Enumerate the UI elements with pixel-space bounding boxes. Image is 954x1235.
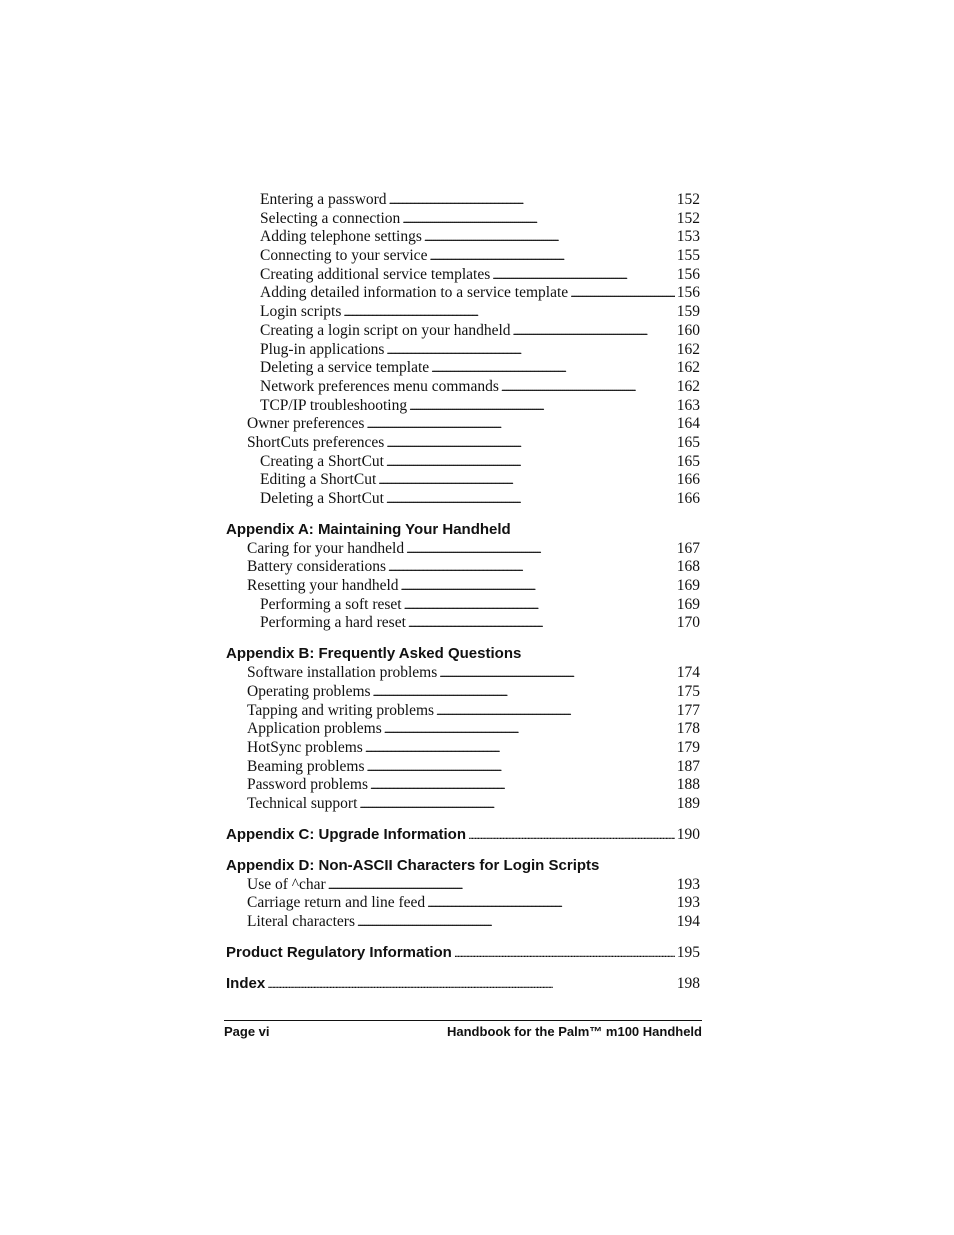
toc-entry-page: 187 bbox=[676, 757, 700, 775]
toc-entry-label: Deleting a ShortCut bbox=[260, 490, 384, 507]
toc-entry-page: 160 bbox=[676, 321, 700, 339]
toc-entry-label: Performing a soft reset bbox=[260, 595, 402, 613]
toc-entry-label: Beaming problems bbox=[247, 757, 365, 775]
toc-entry-label: ShortCuts preferences bbox=[247, 433, 385, 451]
toc-heading-label: Appendix A: Maintaining Your Handheld bbox=[226, 520, 511, 538]
dot-leader bbox=[402, 210, 674, 228]
dot-leader bbox=[408, 614, 675, 632]
dot-leader bbox=[401, 577, 675, 595]
dot-leader bbox=[427, 894, 675, 912]
toc-heading-label: Appendix C: Upgrade Information bbox=[226, 825, 466, 843]
footer-divider bbox=[224, 1020, 702, 1021]
table-of-contents bbox=[226, 191, 700, 994]
dot-leader bbox=[384, 720, 675, 738]
toc-entry[interactable] bbox=[226, 266, 700, 285]
toc-entry-page: 188 bbox=[676, 776, 700, 794]
toc-entry-label: Software installation problems bbox=[247, 664, 438, 682]
toc-entry[interactable] bbox=[226, 558, 700, 577]
toc-entry-label: Creating a login script on your handheld bbox=[260, 321, 511, 339]
dot-leader bbox=[373, 683, 675, 701]
toc-entry-label: Network preferences menu commands bbox=[260, 377, 499, 395]
toc-entry[interactable] bbox=[226, 702, 700, 721]
toc-entry[interactable] bbox=[226, 683, 700, 702]
toc-entry-label: Creating additional service templates bbox=[260, 265, 491, 283]
toc-entry[interactable] bbox=[226, 415, 700, 434]
toc-entry-page: 162 bbox=[676, 359, 700, 377]
toc-entry-page: 159 bbox=[676, 303, 700, 321]
toc-entry-page: 174 bbox=[676, 664, 700, 682]
toc-entry-page: 168 bbox=[676, 558, 700, 576]
dot-leader bbox=[343, 303, 674, 321]
footer-book-title: Handbook for the Palm™ m100 Handheld bbox=[447, 1024, 702, 1039]
toc-entry-page: 153 bbox=[676, 228, 700, 246]
toc-entry-page: 155 bbox=[676, 247, 700, 265]
toc-entry[interactable] bbox=[226, 894, 700, 913]
toc-entry-label: Creating a ShortCut bbox=[260, 452, 384, 470]
toc-entry[interactable] bbox=[226, 596, 700, 615]
toc-entry[interactable] bbox=[226, 471, 700, 490]
dot-leader bbox=[388, 558, 675, 576]
toc-entry[interactable] bbox=[226, 434, 700, 453]
toc-entry-page: 189 bbox=[676, 794, 700, 812]
toc-entry-page: 177 bbox=[676, 701, 700, 719]
dot-leader bbox=[439, 664, 674, 682]
toc-entry-label: Technical support bbox=[247, 794, 358, 812]
toc-entry[interactable] bbox=[226, 191, 700, 210]
dot-leader bbox=[492, 266, 674, 284]
dot-leader bbox=[365, 739, 675, 757]
toc-entry[interactable] bbox=[226, 359, 700, 378]
toc-entry[interactable] bbox=[226, 247, 700, 266]
toc-entry-label: Performing a hard reset bbox=[260, 614, 406, 632]
toc-entry-label: Resetting your handheld bbox=[247, 577, 399, 595]
toc-entry-page: 193 bbox=[676, 875, 700, 893]
toc-entry[interactable] bbox=[226, 614, 700, 633]
toc-entry-label: TCP/IP troubleshooting bbox=[260, 396, 408, 414]
toc-heading-label: Appendix B: Frequently Asked Questions bbox=[226, 645, 522, 663]
dot-leader bbox=[404, 596, 675, 614]
toc-entry-page: 152 bbox=[676, 209, 700, 227]
toc-entry-page: 162 bbox=[676, 340, 700, 358]
toc-entry-page: 152 bbox=[676, 191, 700, 208]
dot-leader bbox=[386, 434, 674, 452]
toc-heading-page: 198 bbox=[676, 974, 700, 992]
toc-entry-label: Login scripts bbox=[260, 303, 342, 321]
toc-entry-label: Literal characters bbox=[247, 913, 355, 930]
toc-entry[interactable] bbox=[226, 720, 700, 739]
toc-entry-label: Adding detailed information to a service template bbox=[260, 284, 569, 302]
toc-entry[interactable] bbox=[226, 739, 700, 758]
toc-entry[interactable] bbox=[226, 876, 700, 895]
toc-entry-page: 166 bbox=[676, 490, 700, 507]
dot-leader bbox=[386, 453, 675, 471]
dot-leader bbox=[513, 322, 675, 340]
dot-leader bbox=[366, 415, 674, 433]
toc-entry[interactable] bbox=[226, 453, 700, 472]
toc-entry[interactable] bbox=[226, 664, 700, 683]
dot-leader bbox=[454, 944, 675, 961]
dot-leader bbox=[570, 284, 675, 302]
toc-entry[interactable] bbox=[226, 378, 700, 397]
appendix-d-heading[interactable] bbox=[226, 857, 700, 876]
dot-leader bbox=[431, 359, 675, 377]
toc-entry-page: 162 bbox=[676, 377, 700, 395]
dot-leader bbox=[367, 758, 675, 776]
toc-entry-page: 178 bbox=[676, 720, 700, 738]
toc-entry-page: 166 bbox=[676, 471, 700, 489]
toc-entry-label: Selecting a connection bbox=[260, 209, 401, 227]
toc-entry[interactable] bbox=[226, 776, 700, 795]
toc-entry-label: Tapping and writing problems bbox=[247, 701, 435, 719]
toc-entry[interactable] bbox=[226, 577, 700, 596]
dot-leader bbox=[429, 247, 674, 265]
toc-entry[interactable] bbox=[226, 795, 700, 814]
toc-entry-label: Password problems bbox=[247, 776, 368, 794]
toc-entry-label: Connecting to your service bbox=[260, 247, 428, 265]
toc-heading-page: 195 bbox=[676, 943, 700, 961]
toc-entry[interactable] bbox=[226, 228, 700, 247]
dot-leader bbox=[370, 776, 675, 794]
dot-leader bbox=[389, 191, 675, 209]
toc-heading-label: Index bbox=[226, 974, 266, 992]
dot-leader bbox=[386, 490, 675, 508]
toc-entry-page: 175 bbox=[676, 682, 700, 700]
toc-entry[interactable] bbox=[226, 303, 700, 322]
toc-entry-label: Plug-in applications bbox=[260, 340, 385, 358]
dot-leader bbox=[409, 397, 675, 415]
toc-heading-label: Appendix D: Non-ASCII Characters for Login Scripts bbox=[226, 856, 600, 874]
toc-entry[interactable] bbox=[226, 322, 700, 341]
dot-leader bbox=[424, 228, 675, 246]
toc-entry[interactable] bbox=[226, 397, 700, 416]
toc-entry-label: Entering a password bbox=[260, 191, 387, 208]
toc-entry-page: 156 bbox=[676, 265, 700, 283]
toc-entry-page: 167 bbox=[676, 539, 700, 557]
toc-heading-label: Product Regulatory Information bbox=[226, 943, 452, 961]
index-heading[interactable] bbox=[226, 975, 700, 994]
toc-entry-page: 169 bbox=[676, 577, 700, 595]
toc-entry-label: Operating problems bbox=[247, 682, 371, 700]
toc-entry-page: 179 bbox=[676, 738, 700, 756]
appendix-b-heading[interactable] bbox=[226, 645, 700, 664]
toc-entry-label: Deleting a service template bbox=[260, 359, 430, 377]
dot-leader bbox=[378, 471, 675, 489]
toc-entry-page: 194 bbox=[676, 913, 700, 930]
dot-leader bbox=[357, 913, 675, 931]
toc-heading-page: 190 bbox=[676, 825, 700, 843]
toc-entry[interactable] bbox=[226, 210, 700, 229]
toc-entry-page: 169 bbox=[676, 595, 700, 613]
dot-leader bbox=[501, 378, 675, 396]
toc-entry-label: Battery considerations bbox=[247, 558, 387, 576]
toc-entry-page: 165 bbox=[676, 452, 700, 470]
toc-entry-page: 165 bbox=[676, 433, 700, 451]
dot-leader bbox=[386, 341, 674, 359]
toc-entry[interactable] bbox=[226, 913, 700, 932]
dot-leader bbox=[359, 795, 674, 813]
toc-entry-page: 164 bbox=[676, 415, 700, 433]
dot-leader bbox=[267, 975, 675, 992]
toc-entry-label: HotSync problems bbox=[247, 738, 363, 756]
toc-entry-page: 193 bbox=[676, 894, 700, 912]
toc-entry-label: Caring for your handheld bbox=[247, 539, 405, 557]
dot-leader bbox=[406, 540, 675, 558]
toc-entry[interactable] bbox=[226, 490, 700, 509]
footer-page-number: Page vi bbox=[224, 1024, 270, 1039]
toc-entry[interactable] bbox=[226, 540, 700, 559]
toc-entry-label: Carriage return and line feed bbox=[247, 894, 426, 912]
toc-entry-label: Application problems bbox=[247, 720, 382, 738]
toc-entry-page: 163 bbox=[676, 396, 700, 414]
toc-entry-label: Owner preferences bbox=[247, 415, 365, 433]
toc-entry-label: Adding telephone settings bbox=[260, 228, 422, 246]
page-footer bbox=[224, 1024, 702, 1039]
appendix-a-heading[interactable] bbox=[226, 521, 700, 540]
toc-entry-label: Editing a ShortCut bbox=[260, 471, 377, 489]
appendix-c-heading[interactable] bbox=[226, 826, 700, 845]
dot-leader bbox=[328, 876, 675, 894]
dot-leader bbox=[436, 702, 675, 720]
toc-entry[interactable] bbox=[226, 284, 700, 303]
toc-entry[interactable] bbox=[226, 758, 700, 777]
toc-entry-label: Use of ^char bbox=[247, 875, 326, 893]
regulatory-heading[interactable] bbox=[226, 944, 700, 963]
toc-entry[interactable] bbox=[226, 341, 700, 360]
toc-entry-page: 170 bbox=[676, 614, 700, 632]
dot-leader bbox=[468, 826, 675, 843]
toc-entry-page: 156 bbox=[676, 284, 700, 302]
